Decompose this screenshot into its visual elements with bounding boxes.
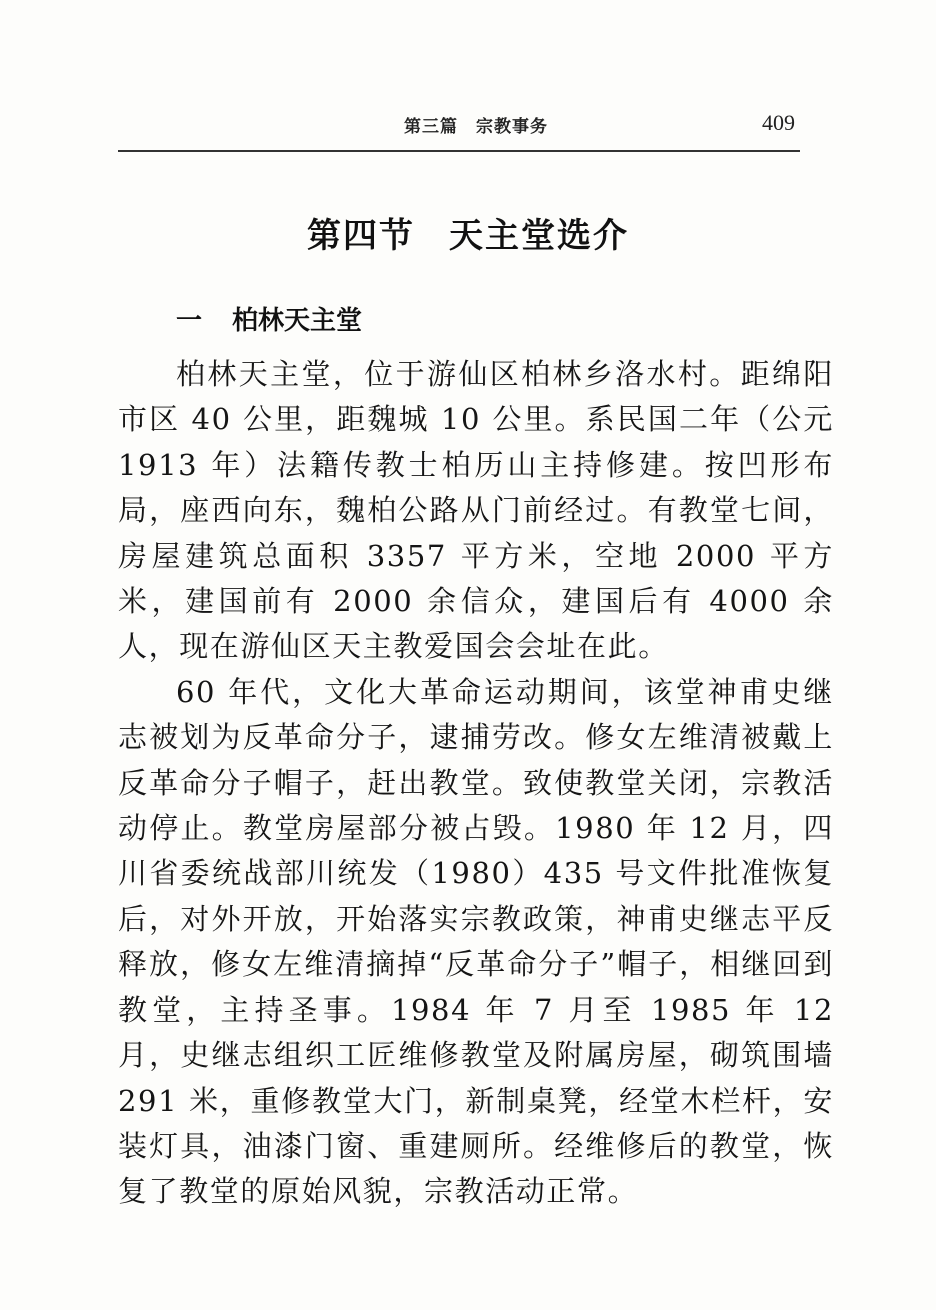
- paragraph: 柏林天主堂，位于游仙区柏林乡洛水村。距绵阳市区 40 公里，距魏城 10 公里。系民国二年（公元 1913 年）法籍传教士柏历山主持修建。按凹形布局，座西向东，魏柏公路从门前经过。有教堂七间，房屋建筑总面积 3357 平方米，空地 2000 平方米，建国前有 2000 余信众，建国后有 4000 余人，现在游仙区天主教爱国会会址在此。: [118, 357, 834, 664]
- paragraph: 60 年代，文化大革命运动期间，该堂神甫史继志被划为反革命分子，逮捕劳改。修女左维清被戴上反革命分子帽子，赶出教堂。致使教堂关闭，宗教活动停止。教堂房屋部分被占毁。1980 年 12 月，四川省委统战部川统发（1980）435 号文件批准恢复后，对外开放，开始落实宗教政策，神甫史继志平反释放，修女左维清摘掉“反革命分子”帽子，相继回到教堂，主持圣事。1984 年 7 月至 1985 年 12 月，史继志组织工匠维修教堂及附属房屋，砌筑围墙 291 米，重修教堂大门，新制桌凳，经堂木栏杆，安装灯具，油漆门窗、重建厕所。经维修后的教堂，恢复了教堂的原始风貌，宗教活动正常。: [118, 674, 834, 1209]
- section-number: 第四节: [307, 216, 415, 256]
- subsection-title: [176, 300, 362, 337]
- body-text: [118, 352, 834, 1215]
- running-header-part: 第三篇: [404, 117, 458, 137]
- section-heading: 天主堂选介: [449, 216, 629, 256]
- header-rule: [118, 150, 800, 152]
- running-header-topic: 宗教事务: [476, 117, 548, 137]
- page-number: 409: [762, 110, 795, 135]
- subsection-heading: 柏林天主堂: [232, 306, 363, 336]
- running-header: [404, 112, 548, 137]
- section-title: [0, 208, 936, 257]
- subsection-number: 一: [176, 306, 203, 336]
